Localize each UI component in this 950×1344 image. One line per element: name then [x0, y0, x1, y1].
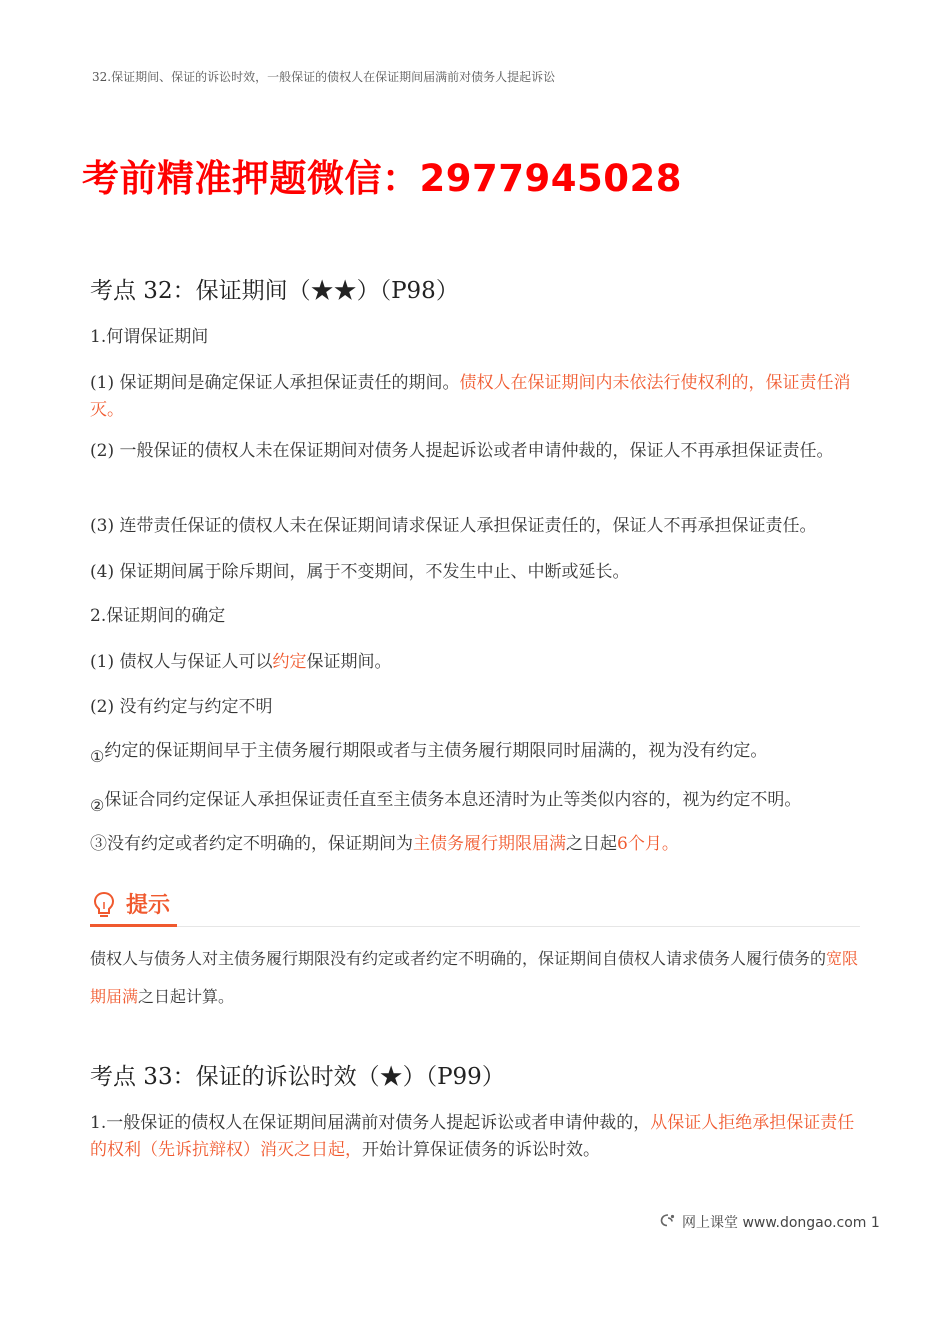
- tip-label: 提示: [126, 892, 171, 918]
- banner-text: 考前精准押题微信：2977945028: [82, 157, 682, 200]
- tip-text: 债权人与债务人对主债务履行期限没有约定或者约定不明确的，保证期间自债权人请求债务人履行债务的宽限期届满之日起计算。: [90, 949, 859, 1006]
- tip-divider: [90, 926, 860, 927]
- s32-subtitle-1: 1.何谓保证期间: [90, 327, 209, 347]
- s32-para-5: (1) 债权人与保证人可以约定保证期间。: [90, 652, 392, 672]
- dongao-logo-icon: [660, 1213, 676, 1231]
- s32-para-6: (2) 没有约定与约定不明: [90, 697, 273, 717]
- s32-para-3: (3) 连带责任保证的债权人未在保证期间请求保证人承担保证责任的，保证人不再承担保证责任。: [90, 516, 817, 536]
- tip-header: [90, 886, 860, 928]
- s33-para-1: 1.一般保证的债权人在保证期间届满前对债务人提起诉讼或者申请仲裁的，从保证人拒绝承担保证责任的权利（先诉抗辩权）消灭之日起，开始计算保证债务的诉讼时效。: [90, 1113, 855, 1160]
- s32-para-4: (4) 保证期间属于除斥期间，属于不变期间，不发生中止、中断或延长。: [90, 562, 630, 582]
- s32-item-2: ②保证合同约定保证人承担保证责任直至主债务本息还清时为止等类似内容的，视为约定不明。: [90, 790, 802, 815]
- tip-underline: [90, 924, 177, 927]
- section-32-heading: 考点 32：保证期间（★★）（P98）: [90, 278, 459, 304]
- s32-item-3: ③没有约定或者约定不明确的，保证期间为主债务履行期限届满之日起6个月。: [90, 834, 679, 854]
- s32-item-1: ①约定的保证期间早于主债务履行期限或者与主债务履行期限同时届满的，视为没有约定。: [90, 741, 768, 766]
- s32-para-1: (1) 保证期间是确定保证人承担保证责任的期间。债权人在保证期间内未依法行使权利的，保证责任消灭。: [90, 373, 851, 420]
- s32-subtitle-2: 2.保证期间的确定: [90, 606, 226, 626]
- page-footer: [660, 1212, 880, 1232]
- section-33-heading: 考点 33：保证的诉讼时效（★）（P99）: [90, 1064, 505, 1090]
- cutoff-top-line: 32.保证期间、保证的诉讼时效，一般保证的债权人在保证期间届满前对债务人提起诉讼: [92, 70, 556, 84]
- lightbulb-icon: [92, 890, 116, 924]
- footer-text: 网上课堂 www.dongao.com 1: [682, 1215, 880, 1231]
- s32-para-2: (2) 一般保证的债权人未在保证期间对债务人提起诉讼或者申请仲裁的，保证人不再承担保证责任。: [90, 441, 834, 461]
